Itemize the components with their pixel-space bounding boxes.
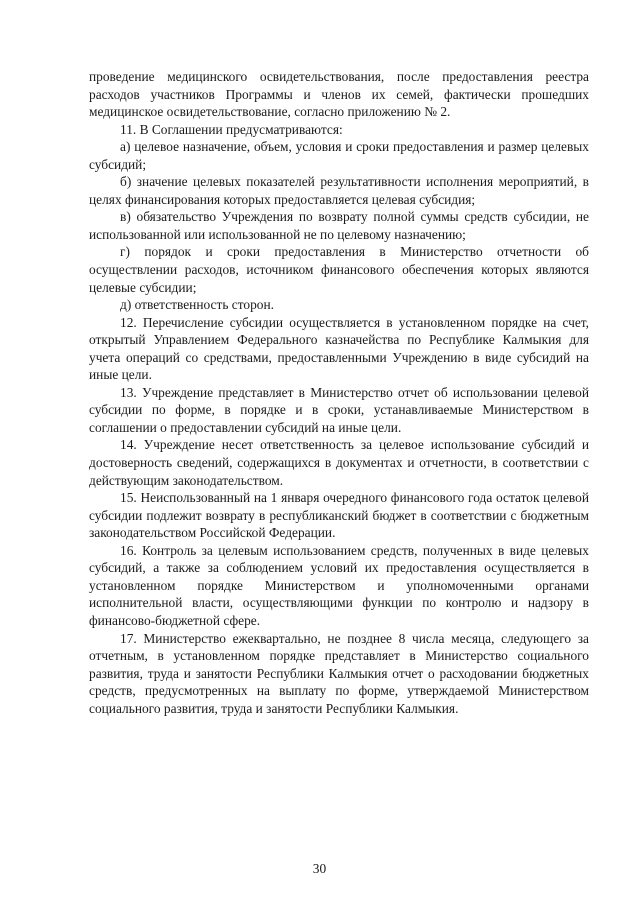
- paragraph-clause-11: 11. В Соглашении предусматриваются:: [120, 121, 343, 137]
- paragraph-clause-13: 13. Учреждение представляет в Министерство отчет об использовании целевой субсидии по форме, в порядке и в сроки, устанавливаемые Министерством в соглашении о предоставлении субсидий на иные цели.: [89, 384, 589, 435]
- paragraph-clause-16: 16. Контроль за целевым использованием средств, полученных в виде целевых субсидий, а также за соблюдением условий их предоставления осуществляется в установленном порядке Министерством и уполномоченными органами исполнительной власти, осуществляющими функции по контролю и надзору в финансово-бюджетной сфере.: [89, 542, 589, 628]
- paragraph-clause-15: 15. Неиспользованный на 1 января очередного финансового года остаток целевой субсидии подлежит возврату в республиканский бюджет в соответствии с бюджетным законодательством Российской Федерации.: [89, 490, 589, 541]
- paragraph-clause-17: 17. Министерство ежеквартально, не позднее 8 числа месяца, следующего за отчетным, в установленном порядке представляет в Министерство социального развития, труда и занятости Республики Калмыкия отчет о расходовании бюджетных средств, предусмотренных на выплату по форме, утверждаемой Министерством социального развития, труда и занятости Республики Калмыкия.: [89, 630, 589, 716]
- paragraph-continuation: проведение медицинского освидетельствования, после предоставления реестра расходов участников Программы и членов их семей, фактически прошедших медицинское освидетельствование, согласно приложению № 2.: [89, 69, 589, 120]
- page-number: 30: [312, 861, 327, 876]
- document-body: [89, 68, 589, 717]
- paragraph-clause-11-v: в) обязательство Учреждения по возврату полной суммы средств субсидии, не использованной или использованной не по целевому назначению;: [89, 209, 589, 242]
- paragraph-clause-11-a: а) целевое назначение, объем, условия и сроки предоставления и размер целевых субсидий;: [89, 139, 589, 172]
- paragraph-clause-11-b: б) значение целевых показателей результативности исполнения мероприятий, в целях финансирования которых предоставляется целевая субсидия;: [89, 174, 589, 207]
- paragraph-clause-12: 12. Перечисление субсидии осуществляется в установленном порядке на счет, открытый Управлением Федерального казначейства по Республике Калмыкия для учета операций со средствами, предоставленными Учреждению в виде субсидий на иные цели.: [89, 314, 589, 383]
- paragraph-clause-14: 14. Учреждение несет ответственность за целевое использование субсидий и достоверность сведений, содержащихся в документах и отчетности, в соответствии с действующим законодательством.: [89, 437, 589, 488]
- paragraph-clause-11-d: д) ответственность сторон.: [120, 297, 275, 313]
- paragraph-clause-11-g: г) порядок и сроки предоставления в Министерство отчетности об осуществлении расходов, источником финансового обеспечения которых являются целевые субсидии;: [89, 244, 589, 295]
